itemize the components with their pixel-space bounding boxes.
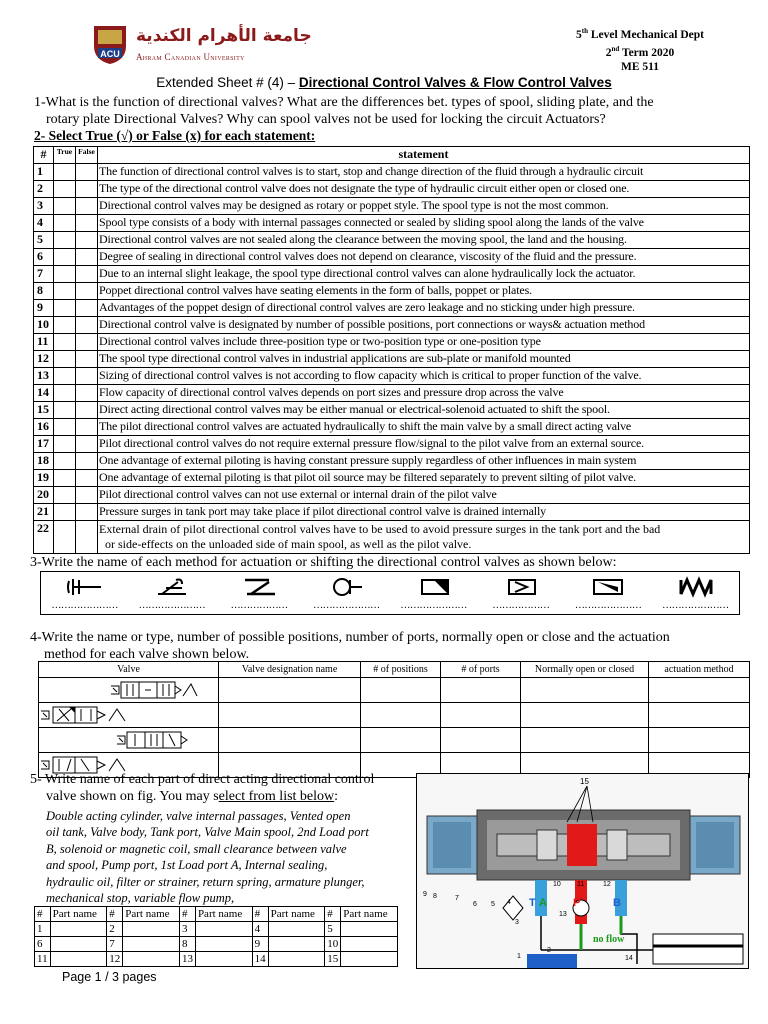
statement-row: [34, 249, 750, 266]
true-checkbox-cell[interactable]: [54, 215, 76, 232]
valve-symbol-cell: [39, 678, 219, 703]
pilot-symbol-icon: [501, 576, 541, 598]
answer-blank[interactable]: …………………: [400, 600, 467, 611]
parts-list-line: hydraulic oil, filter or strainer, return spring, armature plunger,: [46, 874, 365, 889]
symbol-cell: [390, 572, 477, 614]
statement-number: 10: [34, 317, 54, 334]
answer-cell[interactable]: [361, 703, 441, 728]
svg-text:B: B: [613, 897, 621, 909]
solenoid-symbol-icon: [414, 576, 454, 598]
part-name-answer[interactable]: [123, 937, 180, 952]
symbol-cell: [128, 572, 215, 614]
svg-text:2: 2: [547, 947, 551, 954]
parts-table-row: [35, 952, 398, 967]
statement-row: [34, 402, 750, 419]
actuation-symbols-row: [40, 571, 740, 615]
svg-text:no flow: no flow: [593, 934, 625, 945]
answer-cell[interactable]: [521, 728, 649, 753]
parts-header-cell: #: [325, 907, 341, 922]
col-num-header: #: [34, 147, 54, 164]
svg-text:6: 6: [473, 901, 477, 908]
valve-row: [39, 728, 750, 753]
answer-cell[interactable]: [219, 728, 361, 753]
question-2-label: 2- Select True (√) or False (x) for each statement:: [34, 128, 316, 143]
false-checkbox-cell[interactable]: [76, 232, 98, 249]
statement-text: The pilot directional control valves are actuated hydraulically to shift the main valve by a small direct acting valve: [98, 419, 750, 436]
statement-text: [98, 521, 750, 554]
col-false-header: False: [76, 147, 98, 164]
valve-diagram-icon: [417, 774, 749, 969]
parts-header-cell: Part name: [195, 907, 252, 922]
logo-arabic-text: جامعة الأهرام الكندية: [136, 26, 312, 46]
col-actuation: actuation method: [649, 662, 750, 678]
question-1: 1-What is the function of directional valves? What are the differences bet. types of spool, sliding plate, and the rotary plate Directional Valves? Why can spool valves not be used for locking the circuit Actuators?: [34, 95, 654, 127]
parts-header-cell: Part name: [268, 907, 325, 922]
symbol-cell: [565, 572, 652, 614]
parts-list-line: mechanical stop, variable flow pump,: [46, 891, 235, 906]
statement-row: [34, 487, 750, 504]
true-checkbox-cell[interactable]: [54, 402, 76, 419]
parts-list-line: oil tank, Valve body, Tank port, Valve Main spool, 2nd Load port: [46, 825, 369, 840]
true-checkbox-cell[interactable]: [54, 351, 76, 368]
statement-row: [34, 283, 750, 300]
part-number: 8: [179, 937, 195, 952]
true-checkbox-cell[interactable]: [54, 453, 76, 470]
part-number: 4: [252, 922, 268, 937]
statement-number: 11: [34, 334, 54, 351]
svg-text:T: T: [529, 897, 536, 909]
statement-text: The spool type directional control valves in industrial applications are sub-plate or manifold mounted: [98, 351, 750, 368]
svg-text:4: 4: [507, 899, 511, 906]
svg-text:14: 14: [625, 955, 633, 962]
false-checkbox-cell[interactable]: [76, 317, 98, 334]
statement-line: or side-effects on the unloaded side of main spool, as well as the pilot valve.: [105, 537, 472, 551]
true-checkbox-cell[interactable]: [54, 419, 76, 436]
part-name-answer[interactable]: [195, 922, 252, 937]
part-name-answer[interactable]: [341, 922, 398, 937]
true-checkbox-cell[interactable]: [54, 487, 76, 504]
part-name-answer[interactable]: [50, 937, 107, 952]
part-name-answer[interactable]: [50, 952, 107, 967]
statement-number: 20: [34, 487, 54, 504]
university-logo: [88, 22, 348, 68]
true-checkbox-cell[interactable]: [54, 181, 76, 198]
parts-list: [46, 808, 408, 906]
symbol-cell: [41, 572, 128, 614]
false-checkbox-cell[interactable]: [76, 402, 98, 419]
statement-number: 5: [34, 232, 54, 249]
svg-text:P: P: [573, 897, 581, 909]
push-button-symbol-icon: [65, 576, 105, 598]
symbol-cell: [652, 572, 739, 614]
valve-3-position-symbol-icon: [115, 730, 215, 750]
statement-row: [34, 198, 750, 215]
parts-table-row: [35, 922, 398, 937]
part-number: 10: [325, 937, 341, 952]
answer-cell[interactable]: [649, 728, 750, 753]
svg-text:11: 11: [577, 881, 585, 888]
col-ports: # of ports: [441, 662, 521, 678]
part-number: 2: [107, 922, 123, 937]
parts-header-cell: Part name: [50, 907, 107, 922]
true-checkbox-cell[interactable]: [54, 504, 76, 521]
answer-cell[interactable]: [361, 728, 441, 753]
statement-text: The function of directional control valves is to start, stop and change direction of the fluid through a hydraulic circuit: [98, 164, 750, 181]
statement-number: 7: [34, 266, 54, 283]
svg-text:ACU: ACU: [100, 49, 120, 59]
parts-list-line: Double acting cylinder, valve internal passages, Vented open: [46, 809, 351, 823]
part-number: 12: [107, 952, 123, 967]
false-checkbox-cell[interactable]: [76, 385, 98, 402]
statement-text: Due to an internal slight leakage, the spool type directional control valves can alone hydraulically lock the actuator.: [98, 266, 750, 283]
part-name-answer[interactable]: [123, 952, 180, 967]
true-checkbox-cell[interactable]: [54, 521, 76, 554]
statement-row: [34, 453, 750, 470]
true-false-table: [33, 146, 750, 554]
answer-cell[interactable]: [219, 678, 361, 703]
part-number: 15: [325, 952, 341, 967]
col-normal-state: Normally open or closed: [521, 662, 649, 678]
statement-number: 9: [34, 300, 54, 317]
statement-text: Directional control valve is designated by number of possible positions, port connections or ways& actuation method: [98, 317, 750, 334]
course-info: 5th Level Mechanical Dept 2nd Term 2020 ME 511: [576, 27, 704, 73]
statement-number: 3: [34, 198, 54, 215]
svg-text:7: 7: [455, 895, 459, 902]
spring-symbol-icon: [675, 576, 715, 598]
pedal-symbol-icon: [239, 576, 279, 598]
symbol-cell: [216, 572, 303, 614]
svg-text:A: A: [539, 897, 547, 909]
parts-header-cell: Part name: [123, 907, 180, 922]
statement-row: [34, 368, 750, 385]
roller-symbol-icon: [326, 576, 366, 598]
parts-header-cell: #: [107, 907, 123, 922]
true-checkbox-cell[interactable]: [54, 300, 76, 317]
valve-row: [39, 703, 750, 728]
answer-cell[interactable]: [441, 678, 521, 703]
false-checkbox-cell[interactable]: [76, 300, 98, 317]
statement-text: Pressure surges in tank port may take place if pilot directional control valve is drained internally: [98, 504, 750, 521]
statement-row: [34, 351, 750, 368]
parts-table-header: [35, 907, 398, 922]
statement-text: Directional control valves may be designed as rotary or poppet style. The spool type is not the most common.: [98, 198, 750, 215]
part-name-answer[interactable]: [195, 952, 252, 967]
statement-text: Pilot directional control valves can not use external or internal drain of the pilot valve: [98, 487, 750, 504]
part-number: 9: [252, 937, 268, 952]
parts-table: [34, 906, 398, 967]
statement-row: [34, 436, 750, 453]
acu-crest-icon: [88, 22, 132, 66]
answer-blank[interactable]: ………………: [230, 600, 288, 611]
answer-cell[interactable]: [361, 678, 441, 703]
statement-number: 13: [34, 368, 54, 385]
col-positions: # of positions: [361, 662, 441, 678]
answer-blank[interactable]: …………………: [662, 600, 729, 611]
col-designation: Valve designation name: [219, 662, 361, 678]
false-checkbox-cell[interactable]: [76, 266, 98, 283]
true-checkbox-cell[interactable]: [54, 164, 76, 181]
lever-symbol-icon: [152, 576, 192, 598]
statement-number: 21: [34, 504, 54, 521]
false-checkbox-cell[interactable]: [76, 436, 98, 453]
statement-number: 14: [34, 385, 54, 402]
svg-text:3: 3: [515, 919, 519, 926]
parts-header-cell: Part name: [341, 907, 398, 922]
answer-cell[interactable]: [649, 678, 750, 703]
statement-number: 2: [34, 181, 54, 198]
false-checkbox-cell[interactable]: [76, 164, 98, 181]
valve-symbol-cell: [39, 728, 219, 753]
part-name-answer[interactable]: [268, 922, 325, 937]
false-checkbox-cell[interactable]: [76, 470, 98, 487]
symbol-cell: [303, 572, 390, 614]
true-checkbox-cell[interactable]: [54, 470, 76, 487]
statement-number: 19: [34, 470, 54, 487]
statement-text: One advantage of external piloting is having constant pressure supply regardless of other influences in main system: [98, 453, 750, 470]
false-checkbox-cell[interactable]: [76, 249, 98, 266]
valve-cross-section-figure: [416, 773, 749, 969]
answer-cell[interactable]: [521, 703, 649, 728]
statement-row: [34, 419, 750, 436]
part-number: 7: [107, 937, 123, 952]
question-4: 4-Write the name or type, number of possible positions, number of ports, normally open or close and the actuation method for each valve shown below.: [30, 630, 670, 662]
statement-text: Flow capacity of directional control valves depends on port sizes and pressure drop across the valve: [98, 385, 750, 402]
false-checkbox-cell[interactable]: [76, 334, 98, 351]
parts-header-cell: #: [252, 907, 268, 922]
part-name-answer[interactable]: [268, 937, 325, 952]
statement-row: [34, 317, 750, 334]
false-checkbox-cell[interactable]: [76, 283, 98, 300]
part-number: 13: [179, 952, 195, 967]
svg-text:5: 5: [491, 901, 495, 908]
question-3-label: 3-Write the name of each method for actuation or shifting the directional control valves as shown below:: [30, 555, 617, 570]
part-number: 1: [35, 922, 51, 937]
parts-header-cell: #: [35, 907, 51, 922]
hydraulic-pilot-symbol-icon: [588, 576, 628, 598]
true-checkbox-cell[interactable]: [54, 249, 76, 266]
false-checkbox-cell[interactable]: [76, 487, 98, 504]
parts-list-line: and spool, Pump port, 1st Load port A, Internal sealing,: [46, 858, 328, 873]
false-checkbox-cell[interactable]: [76, 215, 98, 232]
false-checkbox-cell[interactable]: [76, 521, 98, 554]
true-checkbox-cell[interactable]: [54, 283, 76, 300]
valve-3-position-symbol-icon: [109, 680, 209, 700]
part-number: 5: [325, 922, 341, 937]
statement-row: [34, 215, 750, 232]
true-checkbox-cell[interactable]: [54, 334, 76, 351]
question-5: 5- Write name of each part of direct acting directional control valve shown on fig. You may select from list below:: [30, 772, 375, 804]
svg-text:9: 9: [423, 891, 427, 898]
col-valve: Valve: [39, 662, 219, 678]
answer-blank[interactable]: ………………: [492, 600, 550, 611]
statement-number: 15: [34, 402, 54, 419]
true-checkbox-cell[interactable]: [54, 368, 76, 385]
statement-row: [34, 232, 750, 249]
svg-text:15: 15: [580, 777, 589, 786]
svg-text:8: 8: [433, 893, 437, 900]
part-number: 11: [35, 952, 51, 967]
statement-number: 12: [34, 351, 54, 368]
parts-table-row: [35, 937, 398, 952]
part-name-answer[interactable]: [341, 937, 398, 952]
statement-row: [34, 300, 750, 317]
answer-blank[interactable]: …………………: [138, 600, 206, 611]
valve-symbol-cell: [39, 703, 219, 728]
statement-row: [34, 521, 750, 554]
sheet-title: Extended Sheet # (4) – Directional Control Valves & Flow Control Valves: [156, 75, 612, 90]
statement-number: 8: [34, 283, 54, 300]
part-name-answer[interactable]: [341, 952, 398, 967]
svg-text:1: 1: [517, 953, 521, 960]
answer-cell[interactable]: [649, 703, 750, 728]
part-number: 6: [35, 937, 51, 952]
statement-row: [34, 385, 750, 402]
answer-cell[interactable]: [441, 703, 521, 728]
part-number: 14: [252, 952, 268, 967]
logo-english-text: Ahram Canadian University: [136, 52, 245, 62]
statement-text: Pilot directional control valves do not require external pressure flow/signal to the pilot valve from an external source.: [98, 436, 750, 453]
false-checkbox-cell[interactable]: [76, 181, 98, 198]
statement-text: The type of the directional control valve does not designate the type of hydraulic circuit either open or closed one.: [98, 181, 750, 198]
statement-row: [34, 334, 750, 351]
true-checkbox-cell[interactable]: [54, 317, 76, 334]
col-statement-header: statement: [98, 147, 750, 164]
statement-text: Directional control valves are not sealed along the clearance between the moving spool, the land and the housing.: [98, 232, 750, 249]
statement-number: 6: [34, 249, 54, 266]
answer-blank[interactable]: …………………: [51, 600, 118, 611]
part-name-answer[interactable]: [268, 952, 325, 967]
part-number: 3: [179, 922, 195, 937]
false-checkbox-cell[interactable]: [76, 368, 98, 385]
answer-cell[interactable]: [219, 703, 361, 728]
part-name-answer[interactable]: [195, 937, 252, 952]
statement-number: 4: [34, 215, 54, 232]
valve-table: [38, 661, 750, 778]
true-checkbox-cell[interactable]: [54, 198, 76, 215]
statement-row: [34, 181, 750, 198]
statement-text: Advantages of the poppet design of directional control valves are zero leakage and no sticking under high pressure.: [98, 300, 750, 317]
false-checkbox-cell[interactable]: [76, 504, 98, 521]
part-name-answer[interactable]: [50, 922, 107, 937]
false-checkbox-cell[interactable]: [76, 419, 98, 436]
statement-row: [34, 266, 750, 283]
svg-text:13: 13: [559, 911, 567, 918]
parts-header-cell: #: [179, 907, 195, 922]
answer-blank[interactable]: …………………: [313, 600, 380, 611]
statement-text: Spool type consists of a body with internal passages connected or sealed by sliding spool along the lands of the valve: [98, 215, 750, 232]
valve-2-position-symbol-icon: [39, 705, 139, 725]
true-checkbox-cell[interactable]: [54, 385, 76, 402]
parts-list-line: B, solenoid or magnetic coil, small clearance between valve: [46, 841, 347, 856]
answer-cell[interactable]: [521, 678, 649, 703]
statement-number: 22: [34, 521, 54, 554]
page-number: Page 1 / 3 pages: [62, 970, 157, 984]
answer-cell[interactable]: [441, 728, 521, 753]
statement-text: Poppet directional control valves have seating elements in the form of balls, poppet or plates.: [98, 283, 750, 300]
true-checkbox-cell[interactable]: [54, 232, 76, 249]
valve-row: [39, 678, 750, 703]
statement-row: [34, 164, 750, 181]
true-checkbox-cell[interactable]: [54, 266, 76, 283]
false-checkbox-cell[interactable]: [76, 198, 98, 215]
statement-number: 18: [34, 453, 54, 470]
answer-blank[interactable]: …………………: [574, 600, 642, 611]
statement-line: External drain of pilot directional control valves have to be used to avoid pressure surges in the tank port and the bad: [99, 522, 661, 536]
statement-row: [34, 504, 750, 521]
svg-text:10: 10: [553, 881, 561, 888]
false-checkbox-cell[interactable]: [76, 351, 98, 368]
false-checkbox-cell[interactable]: [76, 453, 98, 470]
statement-text: Degree of sealing in directional control valves does not depend on clearance, viscosity of the fluid and the pressure.: [98, 249, 750, 266]
part-name-answer[interactable]: [123, 922, 180, 937]
statement-number: 16: [34, 419, 54, 436]
statement-text: Directional control valves include three-position type or two-position type or one-position type: [98, 334, 750, 351]
statement-number: 1: [34, 164, 54, 181]
statement-row: [34, 470, 750, 487]
symbol-cell: [477, 572, 564, 614]
true-checkbox-cell[interactable]: [54, 436, 76, 453]
statement-text: Sizing of directional control valves is not according to flow capacity which is critical to proper function of the valve.: [98, 368, 750, 385]
statement-text: One advantage of external piloting is that pilot oil source may be filtered separately to prevent silting of pilot valve.: [98, 470, 750, 487]
svg-text:12: 12: [603, 881, 611, 888]
col-true-header: True: [54, 147, 76, 164]
statement-text: Direct acting directional control valves may be either manual or electrical-solenoid actuated to shift the spool.: [98, 402, 750, 419]
statement-number: 17: [34, 436, 54, 453]
